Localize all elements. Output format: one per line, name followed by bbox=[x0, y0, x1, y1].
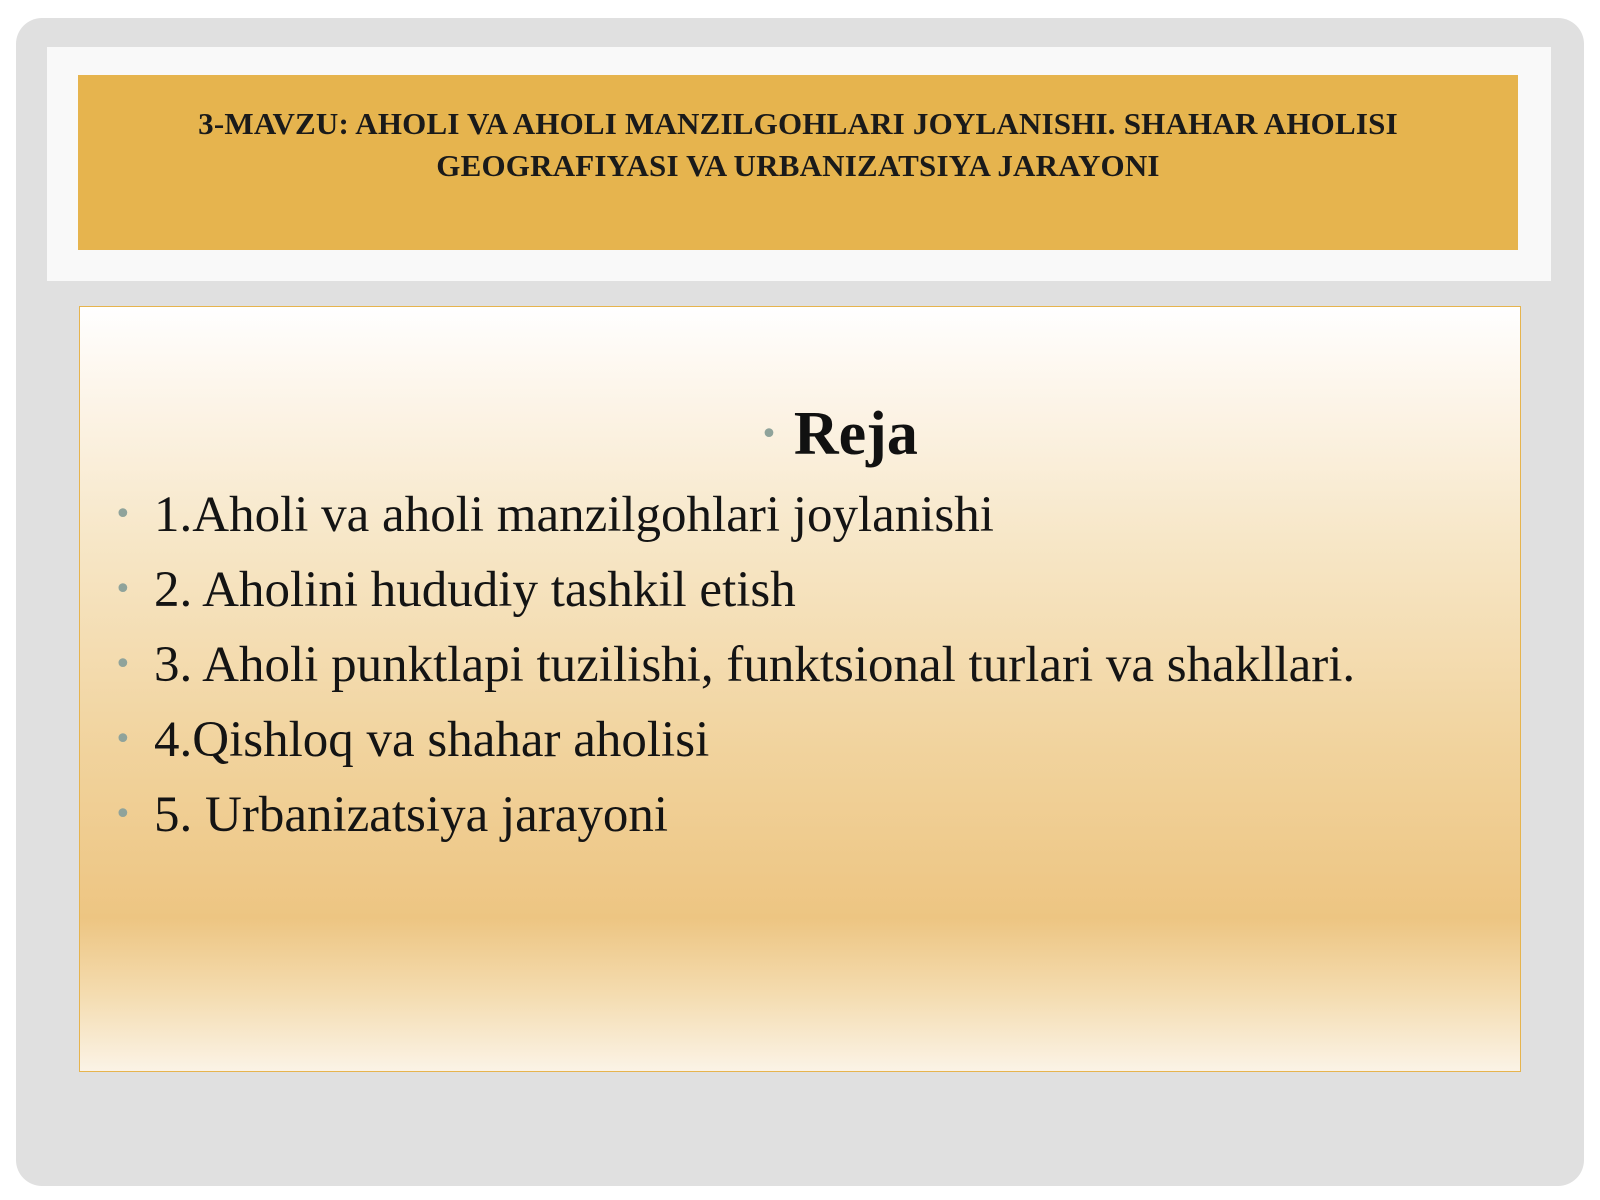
plan-list bbox=[114, 477, 1355, 852]
bullet-icon: • bbox=[114, 647, 132, 682]
heading-line bbox=[80, 399, 1520, 470]
bullet-icon: • bbox=[114, 572, 132, 607]
list-item bbox=[114, 777, 1355, 852]
list-item bbox=[114, 627, 1355, 702]
bullet-icon: • bbox=[760, 417, 778, 452]
list-item bbox=[114, 702, 1355, 777]
bullet-icon: • bbox=[114, 722, 132, 757]
list-item bbox=[114, 552, 1355, 627]
list-item-text: 5. Urbanizatsiya jarayoni bbox=[154, 786, 669, 843]
list-item bbox=[114, 477, 1355, 552]
plan-heading: Reja bbox=[793, 400, 918, 468]
list-item-text: 3. Aholi punktlapi tuzilishi, funktsional turlari va shakllari. bbox=[154, 636, 1356, 693]
list-item-text: 4.Qishloq va shahar aholisi bbox=[154, 711, 710, 768]
title-box bbox=[78, 75, 1518, 250]
slide-title: 3-MAVZU: AHOLI VA AHOLI MANZILGOHLARI JOYLANISHI. SHAHAR AHOLISI GEOGRAFIYASI VA URBANIZATSIYA JARAYONI bbox=[198, 106, 1398, 183]
list-item-text: 2. Aholini hududiy tashkil etish bbox=[154, 561, 796, 618]
bullet-icon: • bbox=[114, 797, 132, 832]
bullet-icon: • bbox=[114, 497, 132, 532]
content-box bbox=[79, 306, 1521, 1072]
list-item-text: 1.Aholi va aholi manzilgohlari joylanishi bbox=[154, 486, 994, 543]
